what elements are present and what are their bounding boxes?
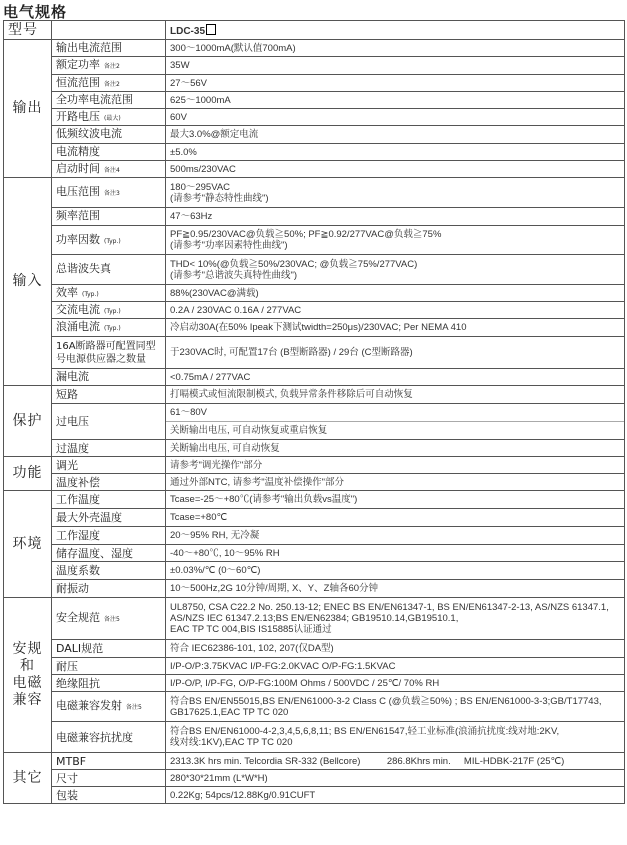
spec-value: 500ms/230VAC: [166, 161, 625, 178]
spec-text: THD< 10%(@负载≧50%/230VAC; @负载≧75%/277VAC): [170, 258, 418, 270]
spec-value: ±0.03%/℃ (0～60℃): [166, 562, 625, 580]
spec-text: 16A断路器可配置同型: [56, 340, 156, 352]
spec-note: 备注5: [126, 704, 142, 711]
table-row: [4, 545, 625, 562]
spec-value: Tcase=-25～+80℃(请参考"输出负载vs温度"): [166, 491, 625, 509]
spec-note: (Typ.): [104, 237, 121, 245]
spec-text: AS/NZS IEC 61347.2.13;BS EN/EN62384; GB19510.14,GB19510.1,: [170, 613, 459, 624]
table-row: [4, 580, 625, 598]
spec-text: 61～80V: [170, 407, 207, 418]
spec-text: 安规 和 电磁 兼容: [12, 641, 43, 708]
spec-label: [52, 562, 166, 580]
spec-value: [166, 404, 625, 440]
section-function: 功能: [4, 457, 52, 491]
section-others: 其它: [4, 753, 52, 804]
spec-value: [166, 178, 625, 208]
spec-value: 2313.3K hrs min. Telcordia SR-332 (Bellcore) 286.8Khrs min. MIL-HDBK-217F (25℃): [166, 753, 625, 770]
spec-label: [52, 144, 166, 161]
spec-label: [52, 580, 166, 598]
spec-label: [52, 255, 166, 285]
spec-note: 备注3: [104, 190, 120, 197]
spec-label: [52, 474, 166, 491]
spec-text: 电流精度: [56, 144, 100, 158]
spec-label: [52, 509, 166, 527]
spec-value: 0.22Kg; 54pcs/12.88Kg/0.91CUFT: [166, 787, 625, 804]
spec-text: 温度系数: [56, 564, 100, 577]
table-row: [4, 722, 625, 753]
table-row: [4, 753, 625, 770]
spec-text: 频率范围: [56, 209, 100, 222]
spec-label: [52, 598, 166, 640]
spec-label: [52, 753, 166, 770]
spec-value: 0.2A / 230VAC 0.16A / 277VAC: [166, 302, 625, 319]
table-row: [4, 598, 625, 640]
table-row: [4, 178, 625, 208]
spec-text: DALI规范: [56, 642, 104, 655]
spec-text: 电压范围: [56, 185, 100, 198]
table-row: [4, 692, 625, 722]
spec-value: 47～63Hz: [166, 208, 625, 226]
spec-value: -40～+80℃, 10～95% RH: [166, 545, 625, 562]
table-row: [4, 57, 625, 75]
table-row: [4, 40, 625, 57]
spec-text: 额定功率: [56, 58, 100, 71]
spec-text: 工作温度: [56, 493, 100, 506]
spec-label: [52, 226, 166, 255]
model-label: 型号: [4, 21, 52, 40]
spec-label: [52, 658, 166, 675]
spec-value: 280*30*21mm (L*W*H): [166, 770, 625, 787]
spec-value: 最大3.0%@额定电流: [166, 126, 625, 144]
table-row: [4, 126, 625, 144]
spec-note: 备注2: [104, 80, 120, 88]
spec-text: 180～295VAC: [170, 181, 231, 193]
spec-note: 备注2: [104, 63, 120, 70]
table-row: [4, 302, 625, 319]
spec-label: [52, 527, 166, 545]
spec-value: [166, 255, 625, 285]
table-row: [4, 509, 625, 527]
spec-label: [52, 57, 166, 75]
table-row: [4, 457, 625, 474]
spec-text: 符合BS EN/EN55015,BS EN/EN61000-3-2 Class C (@负载≧50%) ; BS EN/EN61000-3-3;GB/T17743,: [170, 695, 602, 707]
spec-label: [52, 491, 166, 509]
spec-text: 电磁兼容抗扰度: [56, 730, 133, 744]
spec-text: 包装: [56, 788, 78, 802]
spec-text: 温度补偿: [56, 475, 100, 489]
spec-text: LDC-35: [170, 25, 206, 37]
spec-label: [52, 675, 166, 692]
spec-label: [52, 109, 166, 126]
table-row: [4, 404, 625, 440]
spec-text: PF≧0.95/230VAC@负载≧50%; PF≧0.92/277VAC@负载≧75%: [170, 229, 442, 240]
spec-text: UL8750, CSA C22.2 No. 250.13-12; ENEC BS EN/EN61347-1, BS EN/EN61347-2-13, AS/NZS 61347.1,: [170, 602, 609, 613]
spec-value: [166, 722, 625, 753]
table-row: [4, 770, 625, 787]
spec-text: 过温度: [56, 441, 89, 455]
spec-value: 35W: [166, 57, 625, 75]
spec-text: 绝缘阻抗: [56, 676, 100, 690]
table-row: [4, 319, 625, 337]
spec-text: EAC TP TC 004,BIS IS15885认证通过: [170, 624, 332, 635]
table-row: [4, 491, 625, 509]
table-row: [4, 144, 625, 161]
table-row: [4, 640, 625, 658]
section-protection: 保护: [4, 386, 52, 457]
spec-value: 打嗝模式或恒流限制模式, 负载异常条件移除后可自动恢复: [166, 386, 625, 404]
table-row: [4, 92, 625, 109]
spec-value: 冷启动30A(在50% Ipeak下测试twidth=250μs)/230VAC; Per NEMA 410: [166, 319, 625, 337]
section-output: 输出: [4, 40, 52, 178]
spec-value: [52, 21, 166, 40]
spec-label: [52, 692, 166, 722]
spec-text: 效率: [56, 285, 78, 299]
spec-label: [52, 457, 166, 474]
spec-label: [52, 770, 166, 787]
spec-text: 恒流范围: [56, 75, 100, 89]
spec-text: GB17625.1,EAC TP TC 020: [170, 706, 289, 718]
spec-text: 调光: [56, 458, 78, 472]
table-row: [4, 369, 625, 386]
spec-label: [52, 545, 166, 562]
spec-value: <0.75mA / 277VAC: [166, 369, 625, 386]
spec-value: I/P-O/P:3.75KVAC I/P-FG:2.0KVAC O/P-FG:1.5KVAC: [166, 658, 625, 675]
spec-text: 交流电流: [56, 302, 100, 316]
spec-text: 线对线:1KV),EAC TP TC 020: [170, 737, 293, 748]
spec-value: 625～1000mA: [166, 92, 625, 109]
spec-label: [52, 722, 166, 753]
spec-label: [52, 92, 166, 109]
spec-label: [52, 369, 166, 386]
section-environment: 环境: [4, 491, 52, 598]
spec-label: [52, 386, 166, 404]
section-safety-emc: [4, 598, 52, 753]
spec-text: 号电源供应器之数量: [56, 353, 146, 365]
spec-label: [52, 787, 166, 804]
table-row: [4, 109, 625, 126]
table-row: [4, 208, 625, 226]
spec-value: 符合 IEC62386-101, 102, 207(仅DA型): [166, 640, 625, 658]
spec-text: 安全规范: [56, 611, 100, 624]
spec-text: 启动时间: [56, 161, 100, 175]
table-row: [4, 675, 625, 692]
spec-text: 储存温度、湿度: [56, 546, 133, 560]
spec-label: [52, 337, 166, 369]
spec-text: 最大外壳温度: [56, 511, 122, 524]
model-suffix-box: [206, 24, 216, 35]
spec-value: I/P-O/P, I/P-FG, O/P-FG:100M Ohms / 500VDC / 25℃/ 70% RH: [166, 675, 625, 692]
spec-text: (请参考"静态特性曲线"): [170, 192, 269, 204]
spec-label: [52, 126, 166, 144]
spec-text: MTBF: [56, 754, 87, 768]
spec-value: 60V: [166, 109, 625, 126]
spec-text: 低频纹波电流: [56, 127, 122, 140]
spec-text: 耐压: [56, 659, 78, 673]
spec-text: 过电压: [56, 415, 89, 428]
spec-label: [52, 319, 166, 337]
spec-value: 通过外部NTC, 请参考"温度补偿操作"部分: [166, 474, 625, 491]
spec-value: 10～500Hz,2G 10分钟/周期, X、Y、Z轴各60分钟: [166, 580, 625, 598]
spec-text: 功率因数: [56, 232, 100, 246]
spec-table: [3, 20, 625, 804]
spec-text: (请参考"总谐波失真特性曲线"): [170, 269, 298, 281]
model-row: [4, 21, 625, 40]
spec-text: 输出电流范围: [56, 40, 122, 54]
table-row: [4, 527, 625, 545]
table-row: [4, 474, 625, 491]
spec-text: 电磁兼容发射: [56, 699, 122, 712]
spec-text: 开路电压: [56, 109, 100, 123]
spec-value: [166, 226, 625, 255]
table-row: [4, 75, 625, 92]
spec-text: 符合BS EN/EN61000-4-2,3,4,5,6,8,11; BS EN/EN61547,轻工业标准(浪涌抗扰度:线对地:2KV,: [170, 726, 560, 737]
table-row: [4, 386, 625, 404]
model-value: [166, 21, 625, 40]
spec-label: [52, 40, 166, 57]
spec-label: [52, 302, 166, 319]
spec-text: 耐振动: [56, 582, 89, 595]
spec-text: 浪涌电流: [56, 320, 100, 333]
spec-label: [52, 208, 166, 226]
spec-note: (Typ.): [82, 290, 99, 298]
table-row: [4, 562, 625, 580]
spec-value: 关断输出电压, 可自动恢复: [166, 440, 625, 457]
table-row: [4, 337, 625, 369]
spec-value: ±5.0%: [166, 144, 625, 161]
spec-value: Tcase=+80℃: [166, 509, 625, 527]
spec-label: [52, 285, 166, 302]
spec-text: 总谐波失真: [56, 262, 111, 275]
spec-value: 300～1000mA(默认值700mA): [166, 40, 625, 57]
spec-note: 备注5: [104, 616, 120, 623]
spec-label: [52, 640, 166, 658]
spec-value: 20～95% RH, 无冷凝: [166, 527, 625, 545]
table-row: [4, 440, 625, 457]
spec-note: (最大): [104, 114, 121, 122]
spec-note: (Typ.): [104, 325, 121, 332]
spec-note: (Typ.): [104, 307, 121, 315]
table-row: [4, 787, 625, 804]
page-title: 电气规格: [3, 3, 68, 21]
table-row: [4, 226, 625, 255]
spec-value: 请参考"调光操作"部分: [166, 457, 625, 474]
spec-text: 漏电流: [56, 369, 89, 383]
spec-label: [52, 161, 166, 178]
spec-text: 尺寸: [56, 771, 78, 785]
spec-label: [52, 404, 166, 440]
spec-value: 于230VAC时, 可配置17台 (B型断路器) / 29台 (C型断路器): [166, 337, 625, 369]
spec-text: (请参考"功率因素特性曲线"): [170, 240, 288, 251]
spec-label: [52, 178, 166, 208]
spec-label: [52, 75, 166, 92]
spec-text: 短路: [56, 388, 78, 401]
spec-text: 全功率电流范围: [56, 92, 133, 106]
table-row: [4, 255, 625, 285]
spec-note: 备注4: [104, 166, 120, 174]
spec-value: 88%(230VAC@满载): [166, 285, 625, 302]
table-row: [4, 285, 625, 302]
spec-text: 关断输出电压, 可自动恢复或重启恢复: [166, 421, 624, 439]
spec-label: [52, 440, 166, 457]
table-row: [4, 658, 625, 675]
spec-value: 27～56V: [166, 75, 625, 92]
section-input: 输入: [4, 178, 52, 386]
spec-value: [166, 598, 625, 640]
spec-text: 工作湿度: [56, 529, 100, 542]
table-row: [4, 161, 625, 178]
spec-value: [166, 692, 625, 722]
